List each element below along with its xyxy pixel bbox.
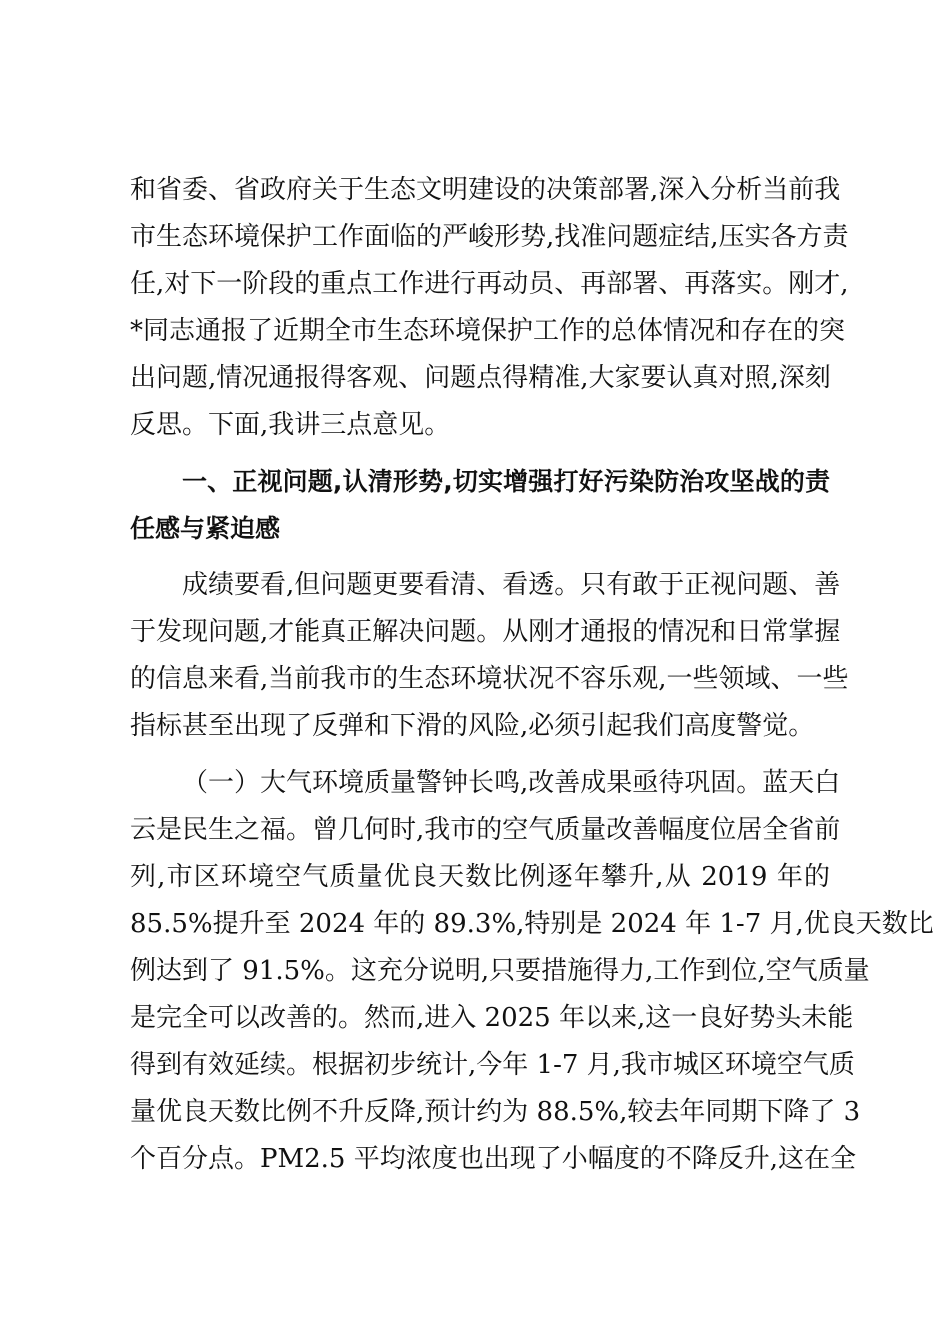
intro-line-2: 市生态环境保护工作面临的严峻形势,找准问题症结,压实各方责 <box>130 222 849 252</box>
subsection-line-3: 列,市区环境空气质量优良天数比例逐年攀升,从 2019 年的 <box>130 862 830 892</box>
section-paragraph-line-4: 指标甚至出现了反弹和下滑的风险,必须引起我们高度警觉。 <box>130 711 815 741</box>
section-paragraph-line-1: 成绩要看,但问题更要看清、看透。只有敢于正视问题、善 <box>182 570 841 600</box>
intro-line-5: 出问题,情况通报得客观、问题点得精准,大家要认真对照,深刻 <box>130 363 831 393</box>
section-heading-line-1: 一、正视问题,认清形势,切实增强打好污染防治攻坚战的责 <box>182 467 830 496</box>
section-heading-line-2: 任感与紧迫感 <box>130 514 281 543</box>
intro-line-3: 任,对下一阶段的重点工作进行再动员、再部署、再落实。刚才, <box>130 269 849 299</box>
subsection-line-2: 云是民生之福。曾几何时,我市的空气质量改善幅度位居全省前 <box>130 815 841 845</box>
intro-line-6: 反思。下面,我讲三点意见。 <box>130 410 451 440</box>
subsection-line-8: 量优良天数比例不升反降,预计约为 88.5%,较去年同期下降了 3 <box>130 1097 861 1127</box>
subsection-line-1: （一）大气环境质量警钟长鸣,改善成果亟待巩固。蓝天白 <box>182 768 841 798</box>
intro-line-4: *同志通报了近期全市生态环境保护工作的总体情况和存在的突 <box>130 316 846 346</box>
subsection-line-9: 个百分点。PM2.5 平均浓度也出现了小幅度的不降反升,这在全 <box>130 1144 856 1174</box>
subsection-line-7: 得到有效延续。根据初步统计,今年 1-7 月,我市城区环境空气质 <box>130 1050 855 1080</box>
subsection-line-4: 85.5%提升至 2024 年的 89.3%,特别是 2024 年 1-7 月,优良天数比 <box>130 909 934 939</box>
section-paragraph-line-2: 于发现问题,才能真正解决问题。从刚才通报的情况和日常掌握 <box>130 617 841 647</box>
intro-line-1: 和省委、省政府关于生态文明建设的决策部署,深入分析当前我 <box>130 175 841 205</box>
subsection-line-5: 例达到了 91.5%。这充分说明,只要措施得力,工作到位,空气质量 <box>130 956 870 986</box>
section-paragraph-line-3: 的信息来看,当前我市的生态环境状况不容乐观,一些领域、一些 <box>130 664 849 694</box>
subsection-line-6: 是完全可以改善的。然而,进入 2025 年以来,这一良好势头未能 <box>130 1003 854 1033</box>
